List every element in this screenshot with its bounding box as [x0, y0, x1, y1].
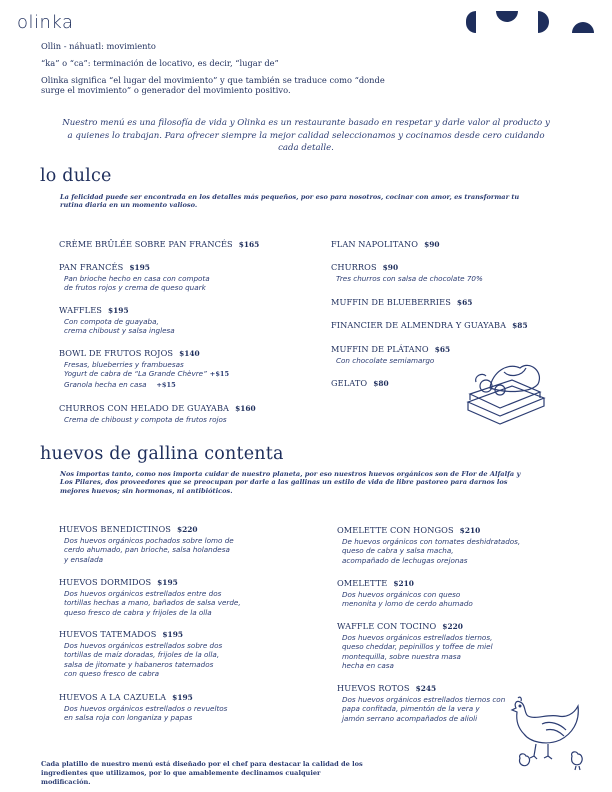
item-description: y ensalada: [64, 554, 104, 564]
item-description: menonita y lomo de cerdo ahumado: [342, 599, 473, 609]
item-description: Pan brioche hecho en casa con compota: [64, 274, 210, 283]
menu-item: [59, 298, 175, 336]
item-description: Con compota de guayaba,: [64, 317, 159, 326]
item-description: de frutos rojos y crema de queso quark: [64, 283, 206, 293]
item-name: FLAN NAPOLITANO: [331, 239, 419, 249]
item-price: $220: [442, 622, 463, 631]
intro-line: “ka” o “ca”: terminación de locativo, es decir, “lugar de”: [41, 58, 279, 68]
menu-item: [59, 622, 222, 679]
item-name: OMELETTE CON HONGOS: [337, 525, 454, 535]
item-addon: Yogurt de cabra de “La Grande Chèvre” +$15: [64, 369, 230, 379]
addon-price: +$15: [156, 380, 176, 389]
item-description: Crema de chiboust y compota de frutos rojos: [64, 415, 227, 424]
item-description: papa confitada, pimentón de la vera y: [342, 704, 480, 714]
menu-item: [59, 570, 241, 617]
menu-item: [331, 313, 528, 332]
menu-item: [337, 571, 473, 609]
item-name: WAFFLES: [59, 305, 103, 315]
footer-note: Cada platillo de nuestro menú está diseñado por el chef para destacar la calidad de los ingredientes que utilizamos, por lo que amablemente declinamos cualquier modificación.: [41, 760, 363, 786]
menu-item: [59, 517, 234, 564]
decorative-shape: [538, 11, 549, 33]
menu-item: [331, 290, 472, 309]
item-price: $195: [162, 630, 183, 639]
item-description: Fresas, blueberries y frambuesas: [64, 360, 184, 369]
item-name: OMELETTE: [337, 578, 388, 588]
menu-item: [337, 518, 520, 565]
item-name: MUFFIN DE BLUEBERRIES: [331, 297, 451, 307]
menu-item: [331, 337, 450, 365]
menu-item: [59, 396, 256, 424]
item-description: Tres churros con salsa de chocolate 70%: [336, 274, 483, 283]
item-price: $80: [373, 379, 389, 388]
section-subtitle-dulce: La felicidad puede ser encontrada en los detalles más pequeños, por eso para nosotros, cocinar con amor, es transformar tu rutina diaria en un momento valioso.: [60, 193, 520, 210]
philosophy-statement: Nuestro menú es una filosofía de vida y Olinka es un restaurante basado en respetar y darle valor al producto y a quienes lo trabajan. Para ofrecer siempre la mejor calidad seleccionamos y cocinamos desde cero cuidando cada detalle.: [62, 118, 550, 154]
item-description: Dos huevos orgánicos estrellados o revueltos: [64, 704, 228, 713]
item-description: crema chiboust y salsa inglesa: [64, 326, 175, 336]
item-price: $195: [157, 578, 178, 587]
addon-price: +$15: [209, 370, 230, 379]
item-name: CRÈME BRÛLÉE SOBRE PAN FRANCÉS: [59, 239, 233, 249]
section-subtitle-huevos: Nos importas tanto, como nos importa cuidar de nuestro planeta, por eso nuestros huevos orgánicos son de Flor de Alfalfa y Los Pilares, dos proveedores que se preocupan por darle a las gallinas un estilo de vida de libre pastoreo para darnos los mejores huevos; sin hormonas, ni antibióticos.: [60, 470, 521, 495]
item-name: HUEVOS DORMIDOS: [59, 577, 152, 587]
item-price: $90: [424, 240, 440, 249]
item-description: en salsa roja con longaniza y papas: [64, 713, 193, 723]
dessert-illustration: [460, 358, 552, 426]
menu-item: [331, 255, 483, 283]
item-price: $245: [415, 684, 437, 693]
item-price: $65: [456, 298, 473, 307]
item-description: salsa de jitomate y habaneros tatemados: [64, 659, 214, 669]
item-price: $85: [512, 321, 528, 330]
item-description: Con chocolate semiamargo: [336, 356, 435, 365]
item-name: HUEVOS ROTOS: [337, 683, 410, 693]
intro-line: Olinka significa “el lugar del movimiento” y que también se traduce como “donde: [41, 75, 385, 85]
item-description: jamón serrano acompañados de alioli: [342, 713, 478, 723]
item-price: $220: [177, 525, 198, 534]
item-name: HUEVOS BENEDICTINOS: [59, 524, 171, 534]
item-price: $165: [238, 240, 260, 249]
item-price: $195: [172, 693, 193, 702]
item-description: Dos huevos orgánicos estrellados tiernos con: [342, 695, 506, 704]
item-description: Dos huevos orgánicos con queso: [342, 590, 461, 599]
item-price: $65: [434, 345, 451, 354]
intro-line: surge el movimiento” o generador del movimiento positivo.: [41, 85, 291, 95]
item-price: $140: [179, 349, 200, 358]
menu-item: [331, 371, 389, 390]
decorative-shape: [496, 11, 518, 22]
item-addon: Granola hecha en casa +$15: [64, 379, 176, 389]
menu-item: [59, 341, 229, 390]
item-price: $195: [108, 306, 129, 315]
item-description: con queso fresco de cabra: [64, 669, 159, 679]
logo: olinka: [17, 12, 74, 33]
item-description: montequilla, sobre nuestra masa: [342, 651, 461, 661]
item-name: CHURROS: [331, 262, 377, 272]
item-description: Dos huevos orgánicos estrellados tiernos,: [342, 633, 493, 642]
section-title-huevos: huevos de gallina contenta: [40, 444, 284, 464]
hen-illustration: [506, 694, 592, 772]
item-description: acompañado de lechugas orejonas: [342, 555, 468, 565]
item-description: Dos huevos orgánicos estrellados entre dos: [64, 589, 222, 598]
item-price: $160: [235, 404, 256, 413]
item-price: $90: [382, 263, 399, 272]
decorative-shape: [466, 11, 476, 33]
item-description: Dos huevos orgánicos estrellados sobre dos: [64, 641, 223, 650]
item-description: queso fresco de cabra y frijoles de la olla: [64, 607, 212, 617]
item-name: BOWL DE FRUTOS ROJOS: [59, 348, 174, 358]
menu-item: [331, 232, 440, 251]
item-description: queso cheddar, pepinillos y toffee de miel: [342, 642, 493, 652]
item-description: Dos huevos orgánicos pochados sobre lomo de: [64, 536, 234, 545]
decorative-shape: [572, 22, 594, 33]
intro-line: Ollin - náhuatl: movimiento: [41, 41, 156, 51]
menu-item: [59, 232, 259, 251]
item-name: HUEVOS A LA CAZUELA: [59, 692, 167, 702]
item-description: tortillas de maíz doradas, frijoles de la olla,: [64, 650, 220, 660]
item-price: $210: [459, 526, 481, 535]
item-description: queso de cabra y salsa macha,: [342, 546, 454, 556]
item-description: tortillas hechas a mano, bañados de salsa verde,: [64, 598, 241, 608]
item-description: De huevos orgánicos con tomates deshidratados,: [342, 537, 521, 546]
item-name: PAN FRANCÉS: [59, 262, 124, 272]
item-name: GELATO: [331, 378, 368, 388]
item-name: HUEVOS TATEMADOS: [59, 629, 157, 639]
menu-item: [337, 614, 493, 671]
item-name: FINANCIER DE ALMENDRA Y GUAYABA: [331, 320, 507, 330]
section-title-dulce: lo dulce: [40, 166, 112, 186]
item-name: MUFFIN DE PLÁTANO: [331, 344, 429, 354]
item-description: cerdo ahumado, pan brioche, salsa holandesa: [64, 545, 230, 555]
menu-item: [337, 676, 505, 723]
item-description: hecha en casa: [342, 661, 394, 671]
item-price: $195: [129, 263, 150, 272]
menu-item: [59, 255, 210, 293]
item-price: $210: [393, 579, 414, 588]
item-name: WAFFLE CON TOCINO: [337, 621, 437, 631]
menu-item: [59, 685, 227, 723]
item-name: CHURROS CON HELADO DE GUAYABA: [59, 403, 230, 413]
